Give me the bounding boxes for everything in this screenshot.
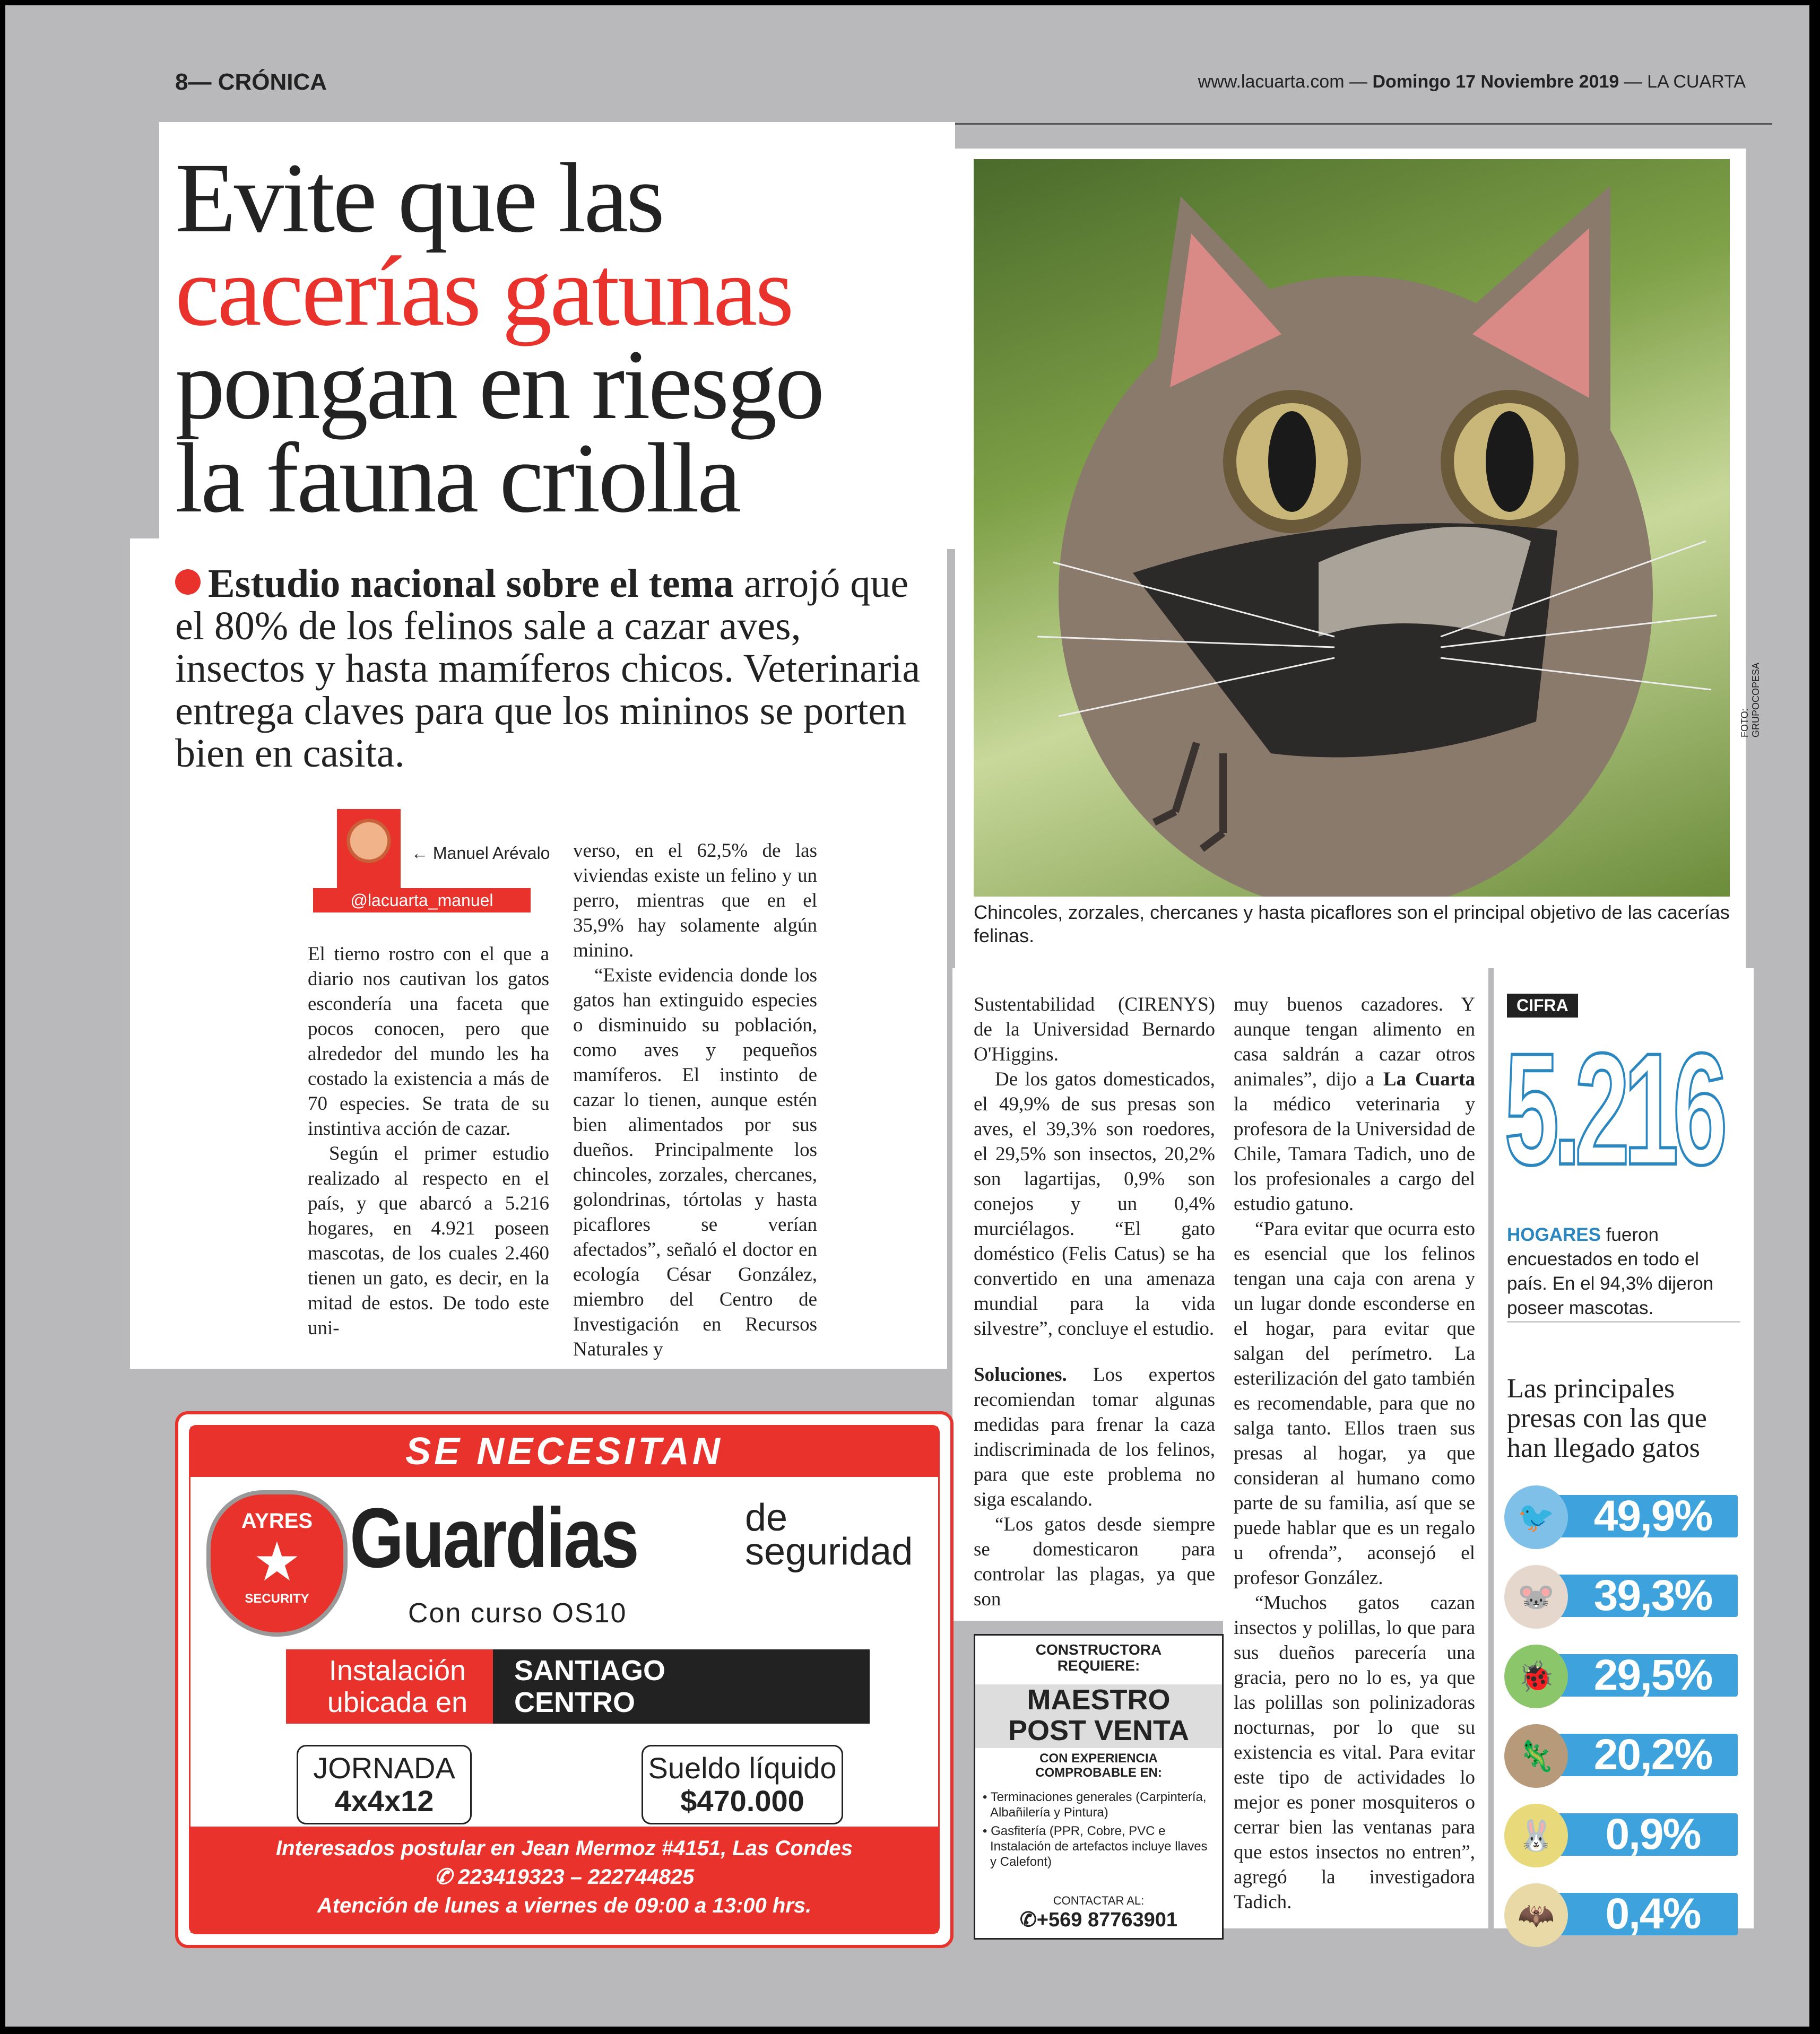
bird-icon: 🐦 (1504, 1485, 1568, 1549)
deck (175, 562, 934, 775)
paragraph: Según el primer estudio realizado al respecto en el país, y que abarcó a 5.216 hogares, en 4.921 poseen mascotas, de los cuales 2.460 tienen un gato, es decir, en la mitad de estos. De todo este uni- (308, 1143, 549, 1339)
solutions-text: Los expertos recomiendan tomar algunas medidas para frenar la caza indiscriminada de los felinos, para que este problema no siga escalando. (974, 1364, 1215, 1510)
headline-line-3: pongan en riesgo (175, 329, 823, 440)
deck-bold: Estudio nacional sobre el tema (208, 561, 734, 606)
guardias-ad (175, 1411, 954, 1948)
headline-line-4: la fauna criolla (175, 422, 740, 533)
presa-row (1504, 1485, 1738, 1544)
ad-subtitle-line: CON EXPERIENCIA (1039, 1751, 1158, 1766)
photo-credit: FOTO: GRUPOCOPESA (1739, 662, 1761, 737)
red-bullet-icon (175, 569, 201, 595)
jornada-label: JORNADA (313, 1751, 455, 1785)
ad-header (975, 1642, 1222, 1674)
presa-value: 29,5% (1593, 1651, 1712, 1699)
ad-jornada-box (297, 1745, 472, 1824)
ad-subtitle (975, 1751, 1222, 1780)
ad-title-small-line: seguridad (745, 1531, 913, 1573)
article-column-2 (573, 838, 817, 1362)
presa-row (1504, 1724, 1738, 1783)
sueldo-value: $470.000 (680, 1784, 804, 1818)
presa-row (1504, 1883, 1738, 1942)
ad-installation (286, 1649, 509, 1724)
ad-title: Guardias (350, 1490, 638, 1585)
ad-footer (190, 1827, 938, 1933)
ad-header-line: CONSTRUCTORA (1035, 1641, 1162, 1658)
article-column-3 (974, 992, 1215, 1612)
divider (1507, 1321, 1740, 1323)
ad-banner: SE NECESITAN (190, 1427, 938, 1477)
paragraph: “Muchos gatos cazan insectos y polillas, lo que para sus dueños parecería una gracia, pero no lo es, ya que las polillas son polinizadoras nocturnas, por lo que su existencia es vital. Para evitar este tipo de actividades lo mejor es poner mosquiteros o cerrar bien las ventanas para que estos insectos no entren”, agregó la investigadora Tadich. (1234, 1592, 1475, 1913)
newspaper-page (5, 5, 1809, 2027)
cat-illustration (974, 159, 1730, 897)
phone-number: +569 87763901 (1036, 1909, 1178, 1931)
cifra-bold: HOGARES (1507, 1224, 1601, 1245)
paragraph: El tierno rostro con el que a diario nos cautivan los gatos escondería una faceta que pocos conocen, pero que alrededor del mundo les ha costado la existencia a más de 70 especies. Se trata de su instintiva acción de cazar. (308, 943, 549, 1140)
cat-with-bird-photo (974, 159, 1730, 897)
ad-city-line: SANTIAGO (514, 1655, 666, 1687)
paragraph: Sustentabilidad (CIRENYS) de la Universidad Bernardo O'Higgins. (974, 994, 1215, 1065)
whatsapp-icon: ✆ (1019, 1909, 1037, 1931)
paragraph: De los gatos domesticados, el 49,9% de sus presas son aves, el 39,3% son roedores, el 29,5% son insectos, 20,2% son lagartijas, 0,9% son conejos y un 0,4% murciélagos. “El gato doméstico (Felis Catus) se ha convertido en una amenaza mundial para la vida silvestre”, concluye el estudio. (974, 1068, 1215, 1340)
ad-subtitle-line: COMPROBABLE EN: (1035, 1766, 1162, 1780)
author-handle: @lacuarta_manuel (313, 888, 531, 912)
presa-row (1504, 1645, 1738, 1703)
ad-requirements (983, 1789, 1217, 1873)
article-column-4 (1234, 992, 1475, 1915)
ad-apply: Interesados postular en Jean Mermoz #4151, Las Condes (275, 1837, 853, 1860)
ad-title-line: MAESTRO (1027, 1684, 1171, 1716)
bat-icon: 🦇 (1504, 1883, 1568, 1947)
headline-line-1: Evite que las (175, 142, 663, 253)
article-column-1 (308, 942, 549, 1341)
ad-inner-frame (189, 1425, 940, 1934)
photo-caption: Chincoles, zorzales, chercanes y hasta picaflores son el principal objetivo de las cacerías felinas. (974, 901, 1730, 946)
sueldo-label: Sueldo líquido (648, 1751, 837, 1785)
phones-text: 223419323 – 222744825 (458, 1865, 695, 1889)
presa-value: 39,3% (1593, 1571, 1712, 1620)
ladybug-icon: 🐞 (1504, 1645, 1568, 1708)
arrow-left-icon: ← (411, 844, 428, 863)
presas-title: Las principales presas con las que han llegado gatos (1507, 1374, 1707, 1463)
logo-text: AYRES (241, 1509, 313, 1533)
text: La Cuarta (1383, 1068, 1475, 1090)
ad-title-small (745, 1497, 913, 1573)
text: muy buenos cazadores. Y aunque tengan alimento en casa saldrán a cazar otros animales”, dijo a (1234, 994, 1475, 1090)
cifra-rest: fueron encuestados en todo el país. En el 94,3% dijeron poseer mascotas. (1507, 1224, 1714, 1318)
contact-phone (975, 1908, 1222, 1932)
whatsapp-icon: ✆ (434, 1865, 458, 1889)
paper-name: — LA CUARTA (1624, 72, 1746, 92)
date-folio (1198, 72, 1746, 92)
deck-text: arrojó que el 80% de los felinos sale a cazar aves, insectos y hasta mamíferos chicos. Veterinaria entrega claves para que los mininos se porten bien en casita. (175, 561, 921, 776)
presa-row (1504, 1565, 1738, 1623)
paragraph (1234, 992, 1475, 1216)
author-photo (337, 809, 401, 889)
list-item: • Gasfitería (PPR, Cobre, PVC e Instalación de artefactos incluye llaves y Calefont) (983, 1824, 1208, 1869)
constructora-ad (974, 1634, 1224, 1940)
contact-label: CONTACTAR AL: (1053, 1894, 1145, 1907)
paragraph: “Los gatos desde siempre se domesticaron para controlar las plagas, ya que son (974, 1514, 1215, 1610)
ad-sueldo-box (642, 1745, 843, 1824)
ad-course: Con curso OS10 (408, 1598, 627, 1629)
ad-phones (190, 1863, 938, 1891)
ad-title-small-line: de (745, 1497, 788, 1539)
presa-value: 0,4% (1605, 1890, 1701, 1938)
ad-installation-line: Instalación (328, 1655, 466, 1687)
cifra-text (1507, 1223, 1735, 1320)
ayres-security-logo (206, 1490, 348, 1637)
issue-date: Domingo 17 Noviembre 2019 (1372, 72, 1619, 92)
headline (175, 142, 960, 533)
paragraph: “Existe evidencia donde los gatos han extinguido especies o disminuido su población, como aves y pequeños mamíferos. El instinto de cazar lo tienen, aunque estén bien alimentados por sus dueños. Principalmente los chincoles, zorzales, chercanes, golondrinas, tórtolas y hasta picaflores se verían afectados”, señaló el doctor en ecología César González, miembro del Centro de Investigación en Recursos Naturales y (573, 964, 817, 1360)
ad-installation-line: ubicada en (327, 1687, 468, 1718)
rabbit-icon: 🐰 (1504, 1804, 1568, 1867)
jornada-value: 4x4x12 (334, 1784, 434, 1818)
lizard-icon: 🦎 (1504, 1724, 1568, 1788)
presa-value: 0,9% (1605, 1810, 1701, 1858)
ad-location-band (286, 1649, 870, 1724)
logo-text: SECURITY (245, 1592, 309, 1606)
paragraph: “Para evitar que ocurra esto es esencial que los felinos tengan una caja con arena y un lugar donde esconderse en el hogar, para evitar que salgan del perímetro. La esterilización del gato también es recomendable, para que no salga tanto. Ellos traen sus presas al hogar, ya que consideran al humano como parte de su familia, así que se puede hablar que es un regalo u ofrenda”, aconsejó el profesor González. (1234, 1218, 1475, 1589)
star-icon: ★ (255, 1536, 299, 1589)
paragraph: verso, en el 62,5% de las viviendas existe un felino y un perro, mientras que en el 35,9% hay solamente algún minino. (573, 840, 817, 961)
section-folio: 8— CRÓNICA (175, 69, 327, 95)
ad-city (493, 1649, 870, 1724)
ad-contact (975, 1894, 1222, 1932)
list-item: • Terminaciones generales (Carpintería, Albañilería y Pintura) (983, 1790, 1207, 1820)
mouse-icon: 🐭 (1504, 1565, 1568, 1629)
author-name-text: Manuel Arévalo (432, 844, 550, 863)
ad-hours: Atención de lunes a viernes de 09:00 a 13:00 hrs. (317, 1894, 812, 1917)
ad-title-line: POST VENTA (1008, 1715, 1190, 1746)
cifra-number: 5.216 (1504, 1020, 1722, 1198)
headline-line-2: cacerías gatunas (175, 236, 792, 346)
presa-row (1504, 1804, 1738, 1862)
presa-value: 20,2% (1593, 1731, 1712, 1779)
presa-value: 49,9% (1593, 1492, 1712, 1540)
cifra-tag: CIFRA (1507, 994, 1578, 1018)
site-url: www.lacuarta.com — (1198, 72, 1367, 92)
ad-header-line: REQUIERE: (1057, 1657, 1140, 1674)
author-name (411, 844, 550, 863)
ad-city-line: CENTRO (514, 1687, 635, 1718)
ad-title (975, 1684, 1222, 1748)
text: la médico veterinaria y profesora de la Universidad de Chile, Tamara Tadich, uno de los profesionales a cargo del estudio gatuno. (1234, 1093, 1475, 1215)
solutions-heading: Soluciones. (974, 1364, 1067, 1386)
paragraph (974, 1362, 1215, 1512)
